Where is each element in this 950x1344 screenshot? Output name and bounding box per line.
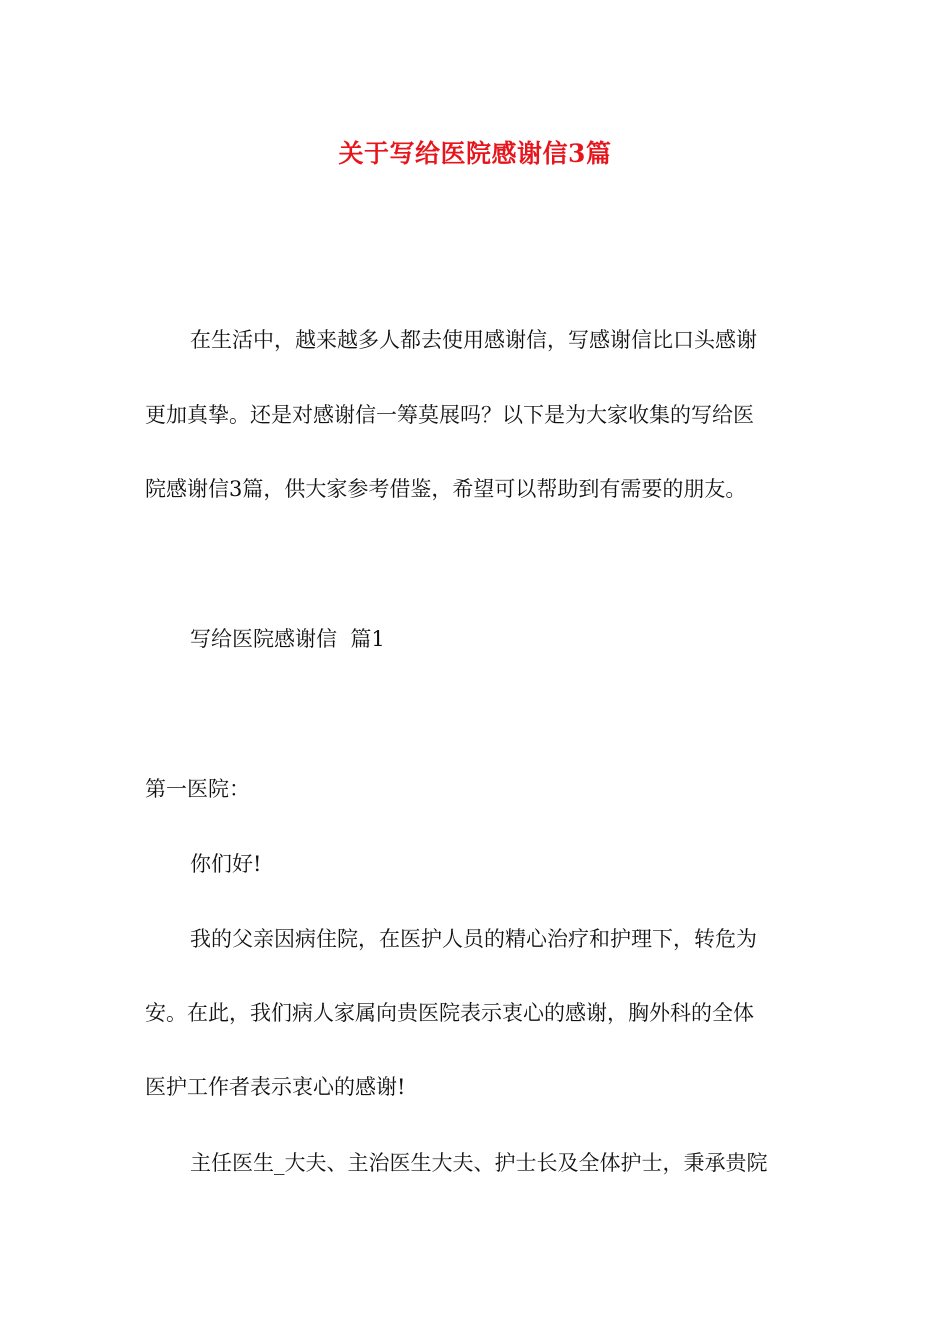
body-line-2: 安。在此，我们病人家属向贵医院表示衷心的感谢，胸外科的全体: [145, 1001, 754, 1025]
section-heading: 写给医院感谢信 篇1: [190, 627, 385, 651]
intro-line-3: 院感谢信3篇，供大家参考借鉴，希望可以帮助到有需要的朋友。: [145, 477, 747, 501]
intro-line-2: 更加真挚。还是对感谢信一筹莫展吗？以下是为大家收集的写给医: [145, 403, 754, 427]
greeting: 你们好!: [190, 852, 262, 876]
body-line-4: 主任医生_大夫、主治医生大夫、护士长及全体护士，秉承贵院: [190, 1151, 768, 1175]
body-line-1: 我的父亲因病住院，在医护人员的精心治疗和护理下，转危为: [190, 927, 757, 951]
document-title: 关于写给医院感谢信3篇: [338, 139, 612, 168]
salutation: 第一医院：: [145, 777, 250, 801]
intro-line-1: 在生活中，越来越多人都去使用感谢信，写感谢信比口头感谢: [190, 328, 757, 352]
body-line-3: 医护工作者表示衷心的感谢!: [145, 1075, 406, 1099]
